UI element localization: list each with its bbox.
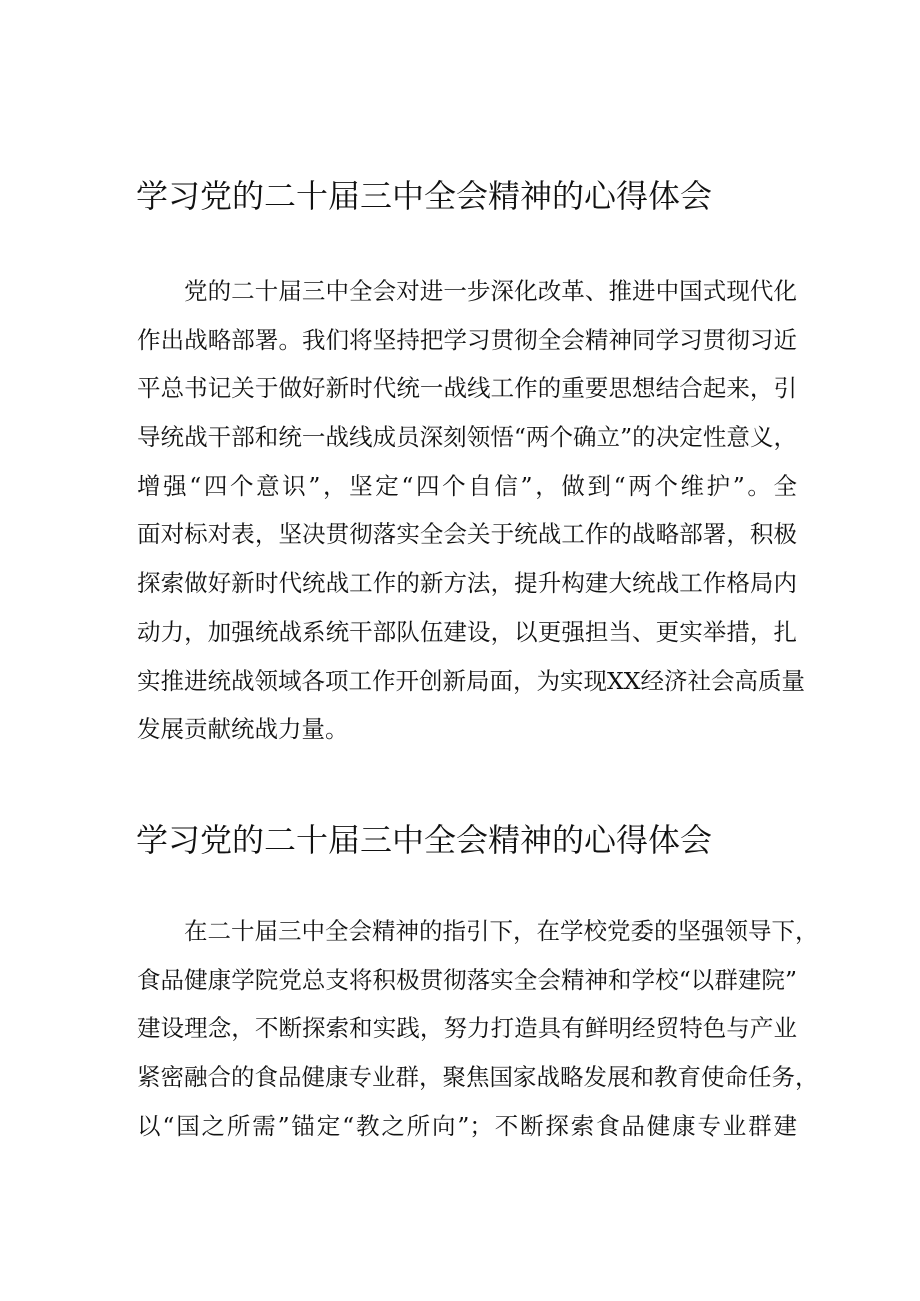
section-2-title: 学习党的二十届三中全会精神的心得体会 xyxy=(136,821,713,859)
paragraph-line: 发展贡献统战力量。 xyxy=(137,715,349,744)
paragraph-line: 作出战略部署。我们将坚持把学习贯彻全会精神同学习贯彻习近 xyxy=(137,325,797,354)
paragraph-line: 动力，加强统战系统干部队伍建设，以更强担当、更实举措，扎 xyxy=(137,617,797,646)
paragraph-line: 面对标对表，坚决贯彻落实全会关于统战工作的战略部署，积极 xyxy=(137,520,797,549)
paragraph-line: 建设理念，不断探索和实践，努力打造具有鲜明经贸特色与产业 xyxy=(137,1014,797,1043)
paragraph-line: 导统战干部和统一战线成员深刻领悟“两个确立”的决定性意义， xyxy=(137,423,797,452)
paragraph-line: 增强“四个意识”，坚定“四个自信”，做到“两个维护”。全 xyxy=(137,471,797,500)
paragraph-line: 实推进统战领域各项工作开创新局面，为实现XX经济社会高质量 xyxy=(137,666,805,695)
paragraph-line: 食品健康学院党总支将积极贯彻落实全会精神和学校“以群建院” xyxy=(137,965,797,994)
section-1-paragraph xyxy=(137,267,805,754)
section-2-paragraph xyxy=(137,907,819,1150)
paragraph-line: 在二十届三中全会精神的指引下，在学校党委的坚强领导下， xyxy=(184,917,819,945)
paragraph-line: 平总书记关于做好新时代统一战线工作的重要思想结合起来，引 xyxy=(137,374,797,403)
paragraph-line: 探索做好新时代统战工作的新方法，提升构建大统战工作格局内 xyxy=(137,569,797,598)
paragraph-line: 党的二十届三中全会对进一步深化改革、推进中国式现代化 xyxy=(184,277,797,305)
paragraph-line: 紧密融合的食品健康专业群，聚焦国家战略发展和教育使命任务， xyxy=(137,1063,819,1092)
section-1-title: 学习党的二十届三中全会精神的心得体会 xyxy=(136,177,713,215)
paragraph-line: 以“国之所需”锚定“教之所向”；不断探索食品健康专业群建 xyxy=(137,1111,797,1140)
